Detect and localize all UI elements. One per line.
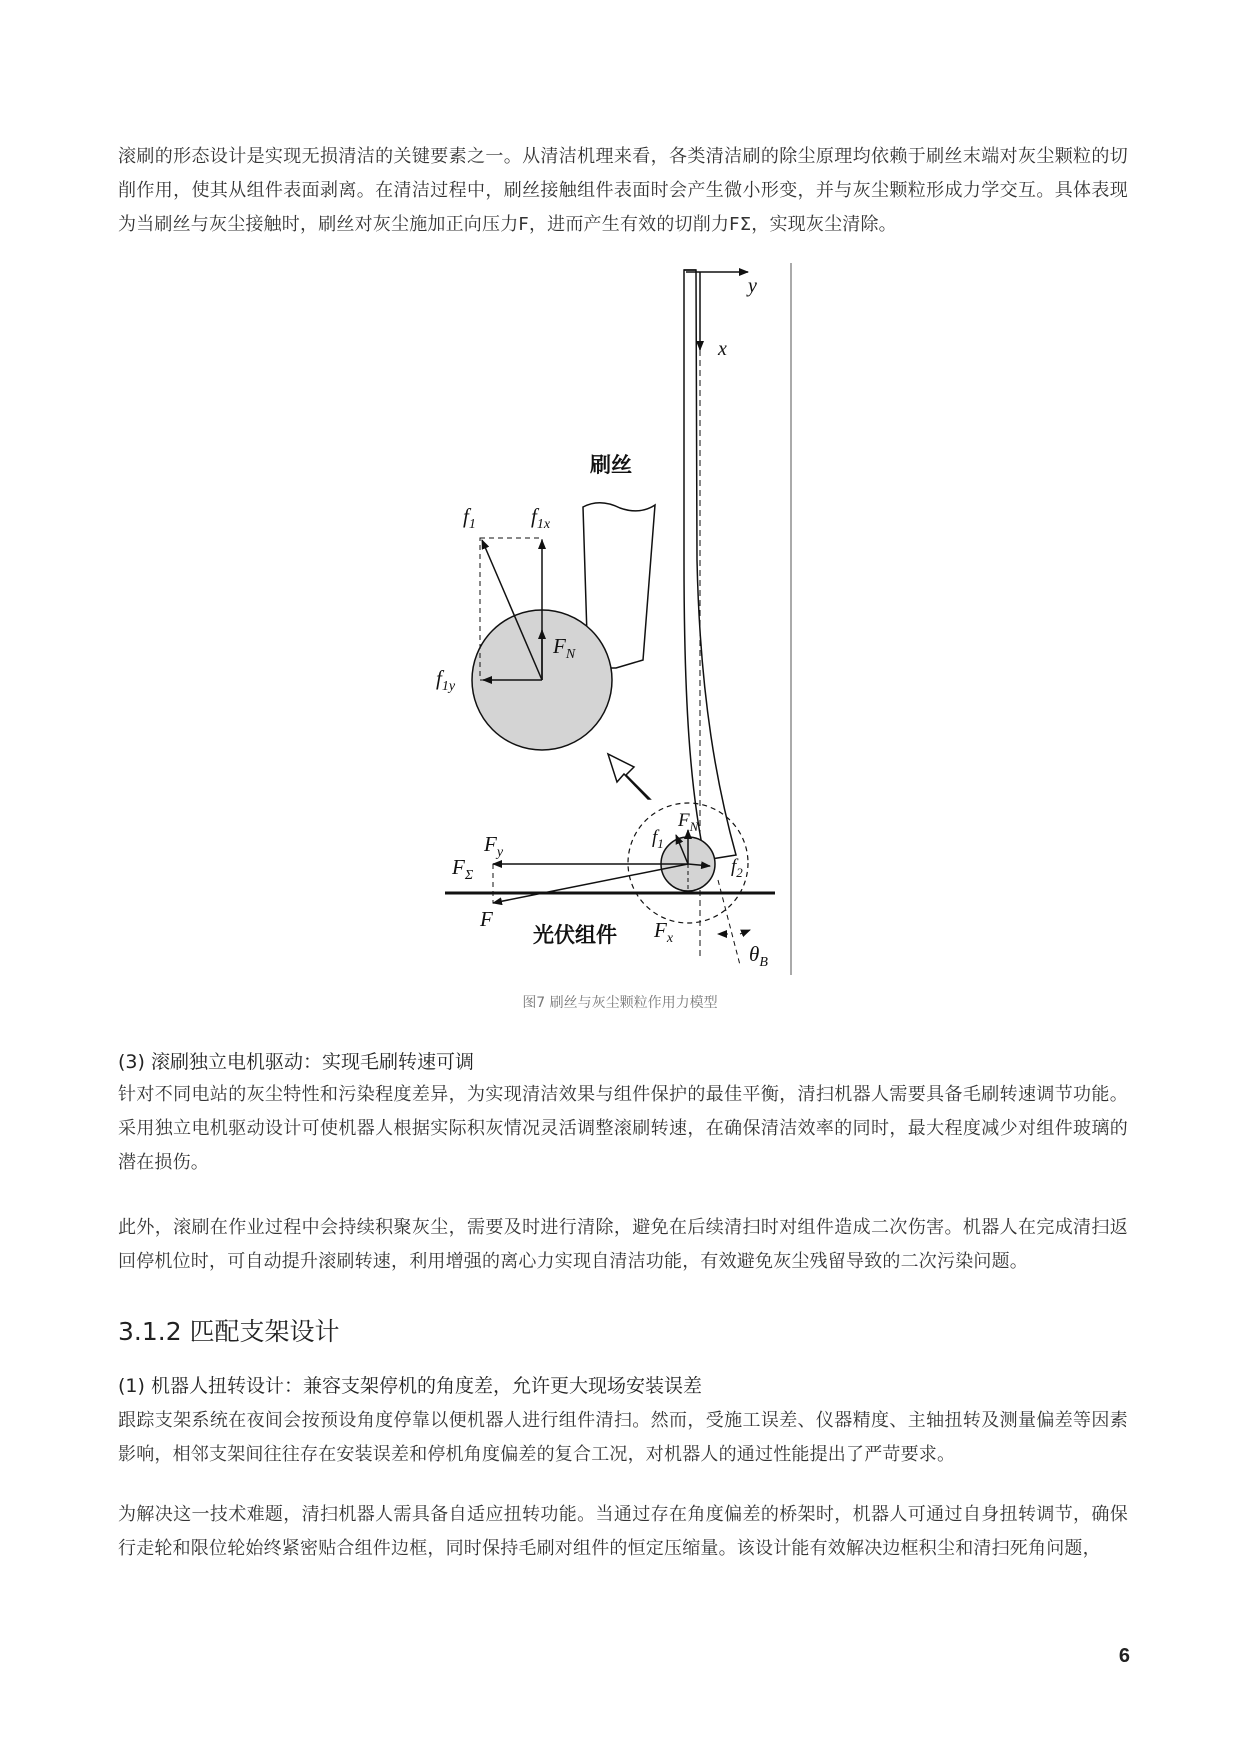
paragraph-brush-speed: 针对不同电站的灰尘特性和污染程度差异，为实现清洁效果与组件保护的最佳平衡，清扫机器人需要具备毛刷转速调节功能。采用独立电机驱动设计可使机器人根据实际积灰情况灵活调整滚刷转速，在确保清洁效率的同时，最大程度减少对组件玻璃的潜在损伤。 <box>118 1084 1128 1173</box>
page-number: 6 <box>1118 1645 1130 1667</box>
y-axis-label: y <box>748 275 757 297</box>
f1-label: $f_1$ <box>463 504 476 532</box>
paragraph-self-clean: 此外，滚刷在作业过程中会持续积聚灰尘，需要及时进行清除，避免在后续清扫时对组件造成二次伤害。机器人在完成清扫返回停机位时，可自动提升滚刷转速，利用增强的离心力实现自清洁功能，有效避免灰尘残留导致的二次污染问题。 <box>118 1217 1128 1272</box>
x-axis-label: x <box>718 338 727 360</box>
fy-label: $F_y$ <box>484 832 504 860</box>
bristle-label: 刷丝 <box>590 453 632 477</box>
f1y-label: $f_{1y}$ <box>436 666 456 694</box>
section-heading: 3.1.2 匹配支架设计 <box>118 1317 340 1346</box>
theta-b-label: $\theta_B$ <box>749 942 768 970</box>
f-label: F <box>480 907 493 931</box>
f1-small-label: $f_1$ <box>652 827 664 851</box>
f1x-label: $f_{1x}$ <box>531 504 551 532</box>
f2-label: $f_2$ <box>731 856 743 880</box>
fn-label: $F_N$ <box>553 634 576 662</box>
force-f-arrow <box>493 864 688 903</box>
paragraph-tracker-error: 跟踪支架系统在夜间会按预设角度停靠以便机器人进行组件清扫。然而，受施工误差、仪器精度、主轴扭转及测量偏差等因素影响，相邻支架间往往存在安装误差和停机角度偏差的复合工况，对机器人的通过性能提出了严苛要求。 <box>118 1410 1128 1465</box>
subheading-brush-motor: (3) 滚刷独立电机驱动：实现毛刷转速可调 <box>118 1051 474 1073</box>
figure-caption: 图7 刷丝与灰尘颗粒作用力模型 <box>522 995 718 1011</box>
direction-arrow <box>608 754 650 799</box>
bristle-long <box>684 270 736 860</box>
fn-small-label: $F_N$ <box>678 810 699 834</box>
paragraph-adaptive-twist: 为解决这一技术难题，清扫机器人需具备自适应扭转功能。当通过存在角度偏差的桥架时，机器人可通过自身扭转调节，确保行走轮和限位轮始终紧密贴合组件边框，同时保持毛刷对组件的恒定压缩量。该设计能有效解决边框积尘和清扫死角问题， <box>118 1504 1128 1559</box>
subheading-robot-twist: (1) 机器人扭转设计：兼容支架停机的角度差，允许更大现场安装误差 <box>118 1375 702 1397</box>
fx-label: $F_x$ <box>654 918 674 946</box>
intro-paragraph: 滚刷的形态设计是实现无损清洁的关键要素之一。从清洁机理来看，各类清洁刷的除尘原理均依赖于刷丝末端对灰尘颗粒的切削作用，使其从组件表面剥离。在清洁过程中，刷丝接触组件表面时会产生微小形变，并与灰尘颗粒形成力学交互。具体表现为当刷丝与灰尘接触时，刷丝对灰尘施加正向压力F，进而产生有效的切削力FΣ，实现灰尘清除。 <box>118 146 1128 235</box>
fsigma-label: $F_\Sigma$ <box>452 855 474 883</box>
pv-module-label: 光伏组件 <box>533 923 617 947</box>
